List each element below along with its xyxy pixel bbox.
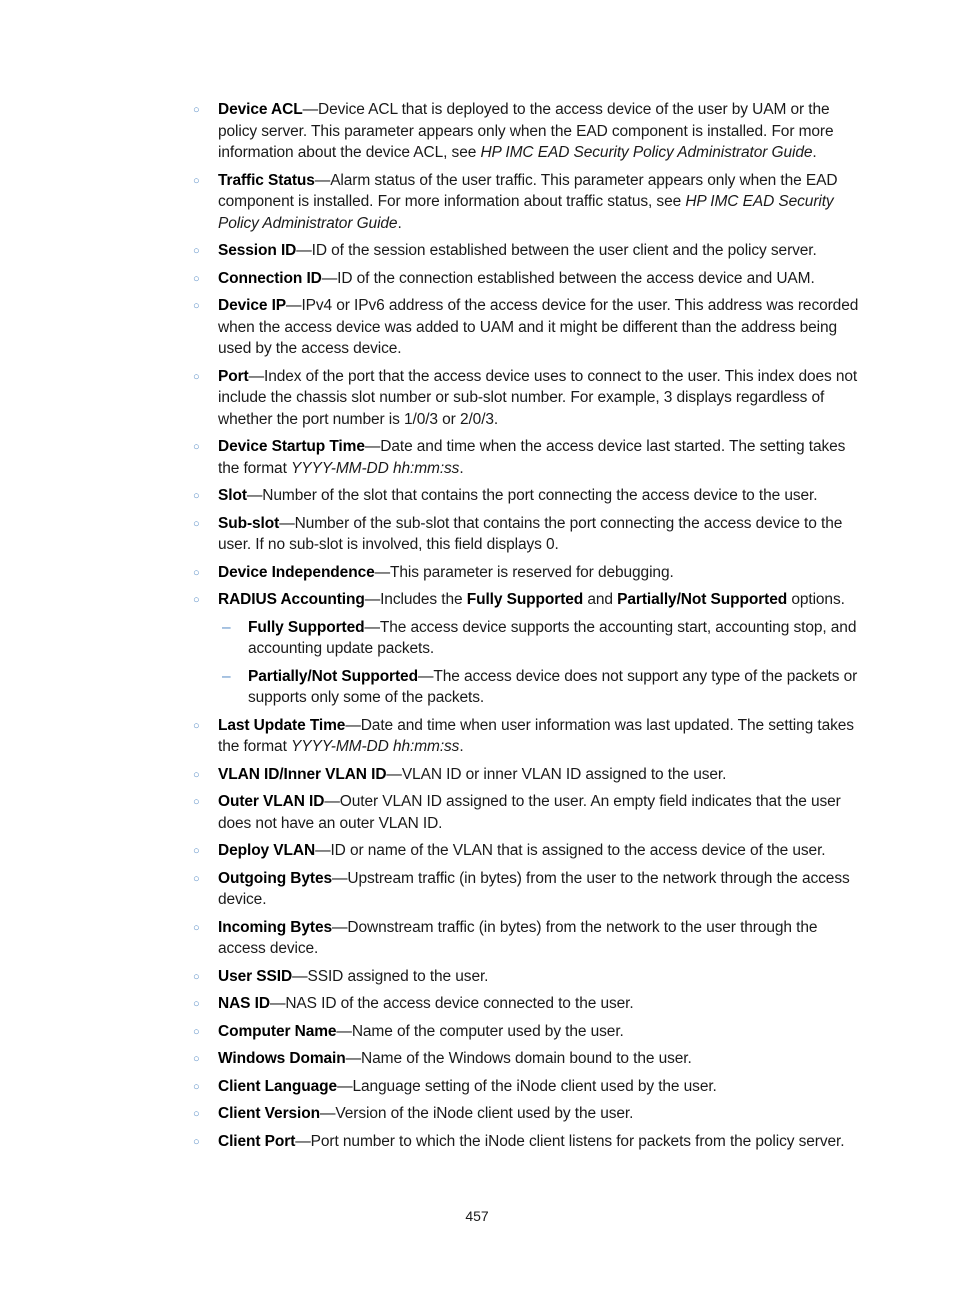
- list-item-radius-accounting: ○ RADIUS Accounting—Includes the Fully Supported and Partially/Not Supported options.: [0, 589, 954, 611]
- list-item-device-independence: [0, 562, 954, 584]
- description: —Index of the port that the access device uses to connect to the user. This index does not include the chassis slot number or sub-slot number. For example, 3 displays regardless of whether the port number is 1/0/3 or 2/0/3.: [218, 367, 858, 428]
- list-item-client-language: [0, 1076, 954, 1098]
- term: NAS ID: [218, 995, 270, 1012]
- list-item-device-startup-time: ○ Device Startup Time—Date and time when the access device last started. The setting takes the format YYYY-MM-DD hh:mm:ss.: [193, 438, 846, 477]
- list-item-nas-id: [0, 993, 954, 1015]
- term: Client Version: [218, 1105, 320, 1122]
- option-partially-not-supported: Partially/Not Supported: [617, 591, 788, 608]
- term: Slot: [218, 487, 247, 504]
- term: Device Independence: [218, 563, 375, 581]
- description: —Downstream traffic (in bytes) from the network to the user through the access device.: [218, 918, 818, 957]
- bullet-icon: ○: [193, 768, 200, 781]
- bullet-icon: ○: [193, 245, 200, 257]
- bullet-icon: ○: [193, 970, 200, 983]
- description: —Alarm status of the user traffic. This parameter appears only when the EAD component is installed. For more information about traffic status, see: [218, 171, 838, 210]
- description: —Name of the computer used by the user.: [336, 1022, 624, 1040]
- description: —Date and time when user information was last updated. The setting takes the format: [218, 716, 854, 755]
- bullet-icon: ○: [193, 1080, 200, 1093]
- term: Session ID: [218, 242, 297, 259]
- description: —ID of the session established between the user client and the policy server.: [296, 242, 817, 259]
- list-item-incoming-bytes: [0, 917, 954, 960]
- description: —Number of the sub-slot that contains the port connecting the access device to the user. If no sub-slot is involved, this field displays 0.: [218, 514, 843, 553]
- doc-reference: HP IMC EAD Security Policy Administrator Guide: [218, 193, 834, 232]
- description: —This parameter is reserved for debugging.: [374, 563, 674, 581]
- dash-icon: –: [222, 618, 231, 636]
- description: —ID or name of the VLAN that is assigned to the access device of the user.: [315, 842, 826, 859]
- description: —NAS ID of the access device connected to the user.: [269, 995, 634, 1012]
- doc-reference: HP IMC EAD Security Policy Administrator Guide: [480, 144, 813, 161]
- term: Sub-slot: [218, 514, 280, 532]
- description: —Upstream traffic (in bytes) from the user to the network through the access device.: [218, 869, 850, 908]
- bullet-icon: ○: [193, 566, 200, 579]
- term: Deploy VLAN: [218, 842, 316, 859]
- term: RADIUS Accounting: [218, 591, 365, 608]
- description: —SSID assigned to the user.: [292, 967, 489, 985]
- list-item-session-id: [0, 240, 954, 262]
- list-item-client-version: [0, 1103, 954, 1125]
- term: Device IP: [218, 297, 287, 314]
- bullet-icon: ○: [193, 517, 200, 530]
- term: Windows Domain: [218, 1050, 346, 1067]
- description: —Version of the iNode client used by the user.: [319, 1105, 634, 1122]
- description: —IPv4 or IPv6 address of the access device for the user. This address was recorded when the access device was added to UAM and it might be different than the address being used by the access device.: [218, 297, 859, 357]
- option-fully-supported: Fully Supported: [466, 591, 584, 608]
- field-description-list: [0, 99, 954, 1158]
- term: Traffic Status: [218, 171, 315, 189]
- bullet-icon: ○: [193, 300, 200, 312]
- list-item-device-acl: ○ Device ACL—Device ACL that is deployed to the access device of the user by UAM or the policy server. This parameter appears only when the EAD component is installed. For more information about the device ACL, see HP IMC EAD Security Policy Administrator Guide.: [193, 101, 834, 161]
- description: —Port number to which the iNode client listens for packets from the policy server.: [295, 1132, 845, 1150]
- list-item-slot: [0, 485, 954, 507]
- bullet-icon: ○: [193, 441, 200, 453]
- description: —Language setting of the iNode client used by the user.: [337, 1077, 717, 1095]
- term: Incoming Bytes: [218, 918, 333, 936]
- bullet-icon: ○: [193, 921, 200, 934]
- list-item-deploy-vlan: [0, 840, 954, 862]
- description: —VLAN ID or inner VLAN ID assigned to the user.: [386, 765, 727, 783]
- page-number: 457: [465, 1208, 489, 1224]
- term: Outgoing Bytes: [218, 869, 332, 887]
- description: —The access device does not support any type of the packets or supports only some of the packets.: [248, 667, 858, 706]
- list-item-port: [0, 366, 954, 431]
- list-item-client-port: [0, 1131, 954, 1153]
- bullet-icon: ○: [193, 1025, 200, 1038]
- list-item-computer-name: [0, 1021, 954, 1043]
- bullet-icon: ○: [193, 104, 200, 116]
- list-item-traffic-status: ○ Traffic Status—Alarm status of the user traffic. This parameter appears only when the EAD component is installed. For more information about traffic status, see HP IMC EAD Security Policy Administrator Guide.: [193, 171, 838, 232]
- dash-icon: –: [222, 667, 231, 685]
- bullet-icon: ○: [193, 370, 200, 383]
- description: —The access device supports the accounting start, accounting stop, and accounting update packets.: [248, 618, 857, 657]
- sub-item-partially-not-supported: [0, 666, 954, 709]
- list-item-connection-id: [0, 268, 954, 290]
- bullet-icon: ○: [193, 174, 200, 187]
- term: Client Language: [218, 1077, 338, 1095]
- term: Connection ID: [218, 269, 322, 287]
- description: —Number of the slot that contains the port connecting the access device to the user.: [246, 487, 818, 504]
- list-item-device-ip: [0, 295, 954, 360]
- list-item-outgoing-bytes: [0, 868, 954, 911]
- term: Partially/Not Supported: [248, 667, 418, 685]
- description: —Includes the: [364, 591, 467, 608]
- term: VLAN ID/Inner VLAN ID: [218, 765, 387, 783]
- term: Client Port: [218, 1132, 296, 1150]
- list-item-user-ssid: [0, 966, 954, 988]
- description: —Outer VLAN ID assigned to the user. An empty field indicates that the user does not have an outer VLAN ID.: [218, 793, 841, 832]
- description: —ID of the connection established between the access device and UAM.: [321, 269, 815, 287]
- sub-item-fully-supported: [0, 617, 954, 660]
- term: Outer VLAN ID: [218, 793, 325, 810]
- list-item-outer-vlan-id: [0, 791, 954, 834]
- description: —Date and time when the access device last started. The setting takes the format: [218, 438, 846, 477]
- description: —Name of the Windows domain bound to the user.: [345, 1050, 692, 1067]
- term: Device Startup Time: [218, 438, 365, 455]
- bullet-icon: ○: [193, 1108, 200, 1120]
- bullet-icon: ○: [193, 594, 200, 606]
- bullet-icon: ○: [193, 1053, 200, 1065]
- term: User SSID: [218, 967, 293, 985]
- format-string: YYYY-MM-DD hh:mm:ss: [291, 738, 460, 755]
- term: Computer Name: [218, 1022, 337, 1040]
- term: Port: [218, 367, 249, 385]
- bullet-icon: ○: [193, 845, 200, 857]
- bullet-icon: ○: [193, 719, 200, 732]
- list-item-vlan-id: [0, 764, 954, 786]
- bullet-icon: ○: [193, 998, 200, 1010]
- bullet-icon: ○: [193, 1135, 200, 1148]
- term: Fully Supported: [248, 618, 365, 636]
- bullet-icon: ○: [193, 272, 200, 285]
- format-string: YYYY-MM-DD hh:mm:ss: [291, 459, 460, 477]
- term: Device ACL: [218, 101, 303, 118]
- bullet-icon: ○: [193, 872, 200, 885]
- list-item-sub-slot: [0, 513, 954, 556]
- bullet-icon: ○: [193, 796, 200, 808]
- description: —Device ACL that is deployed to the access device of the user by UAM or the policy server. This parameter appears only when the EAD component is installed. For more information about the device ACL, see: [218, 101, 834, 161]
- bullet-icon: ○: [193, 490, 200, 502]
- list-item-last-update-time: ○ Last Update Time—Date and time when user information was last updated. The setting takes the format YYYY-MM-DD hh:mm:ss.: [193, 716, 854, 755]
- list-item-windows-domain: [0, 1048, 954, 1070]
- term: Last Update Time: [218, 716, 346, 734]
